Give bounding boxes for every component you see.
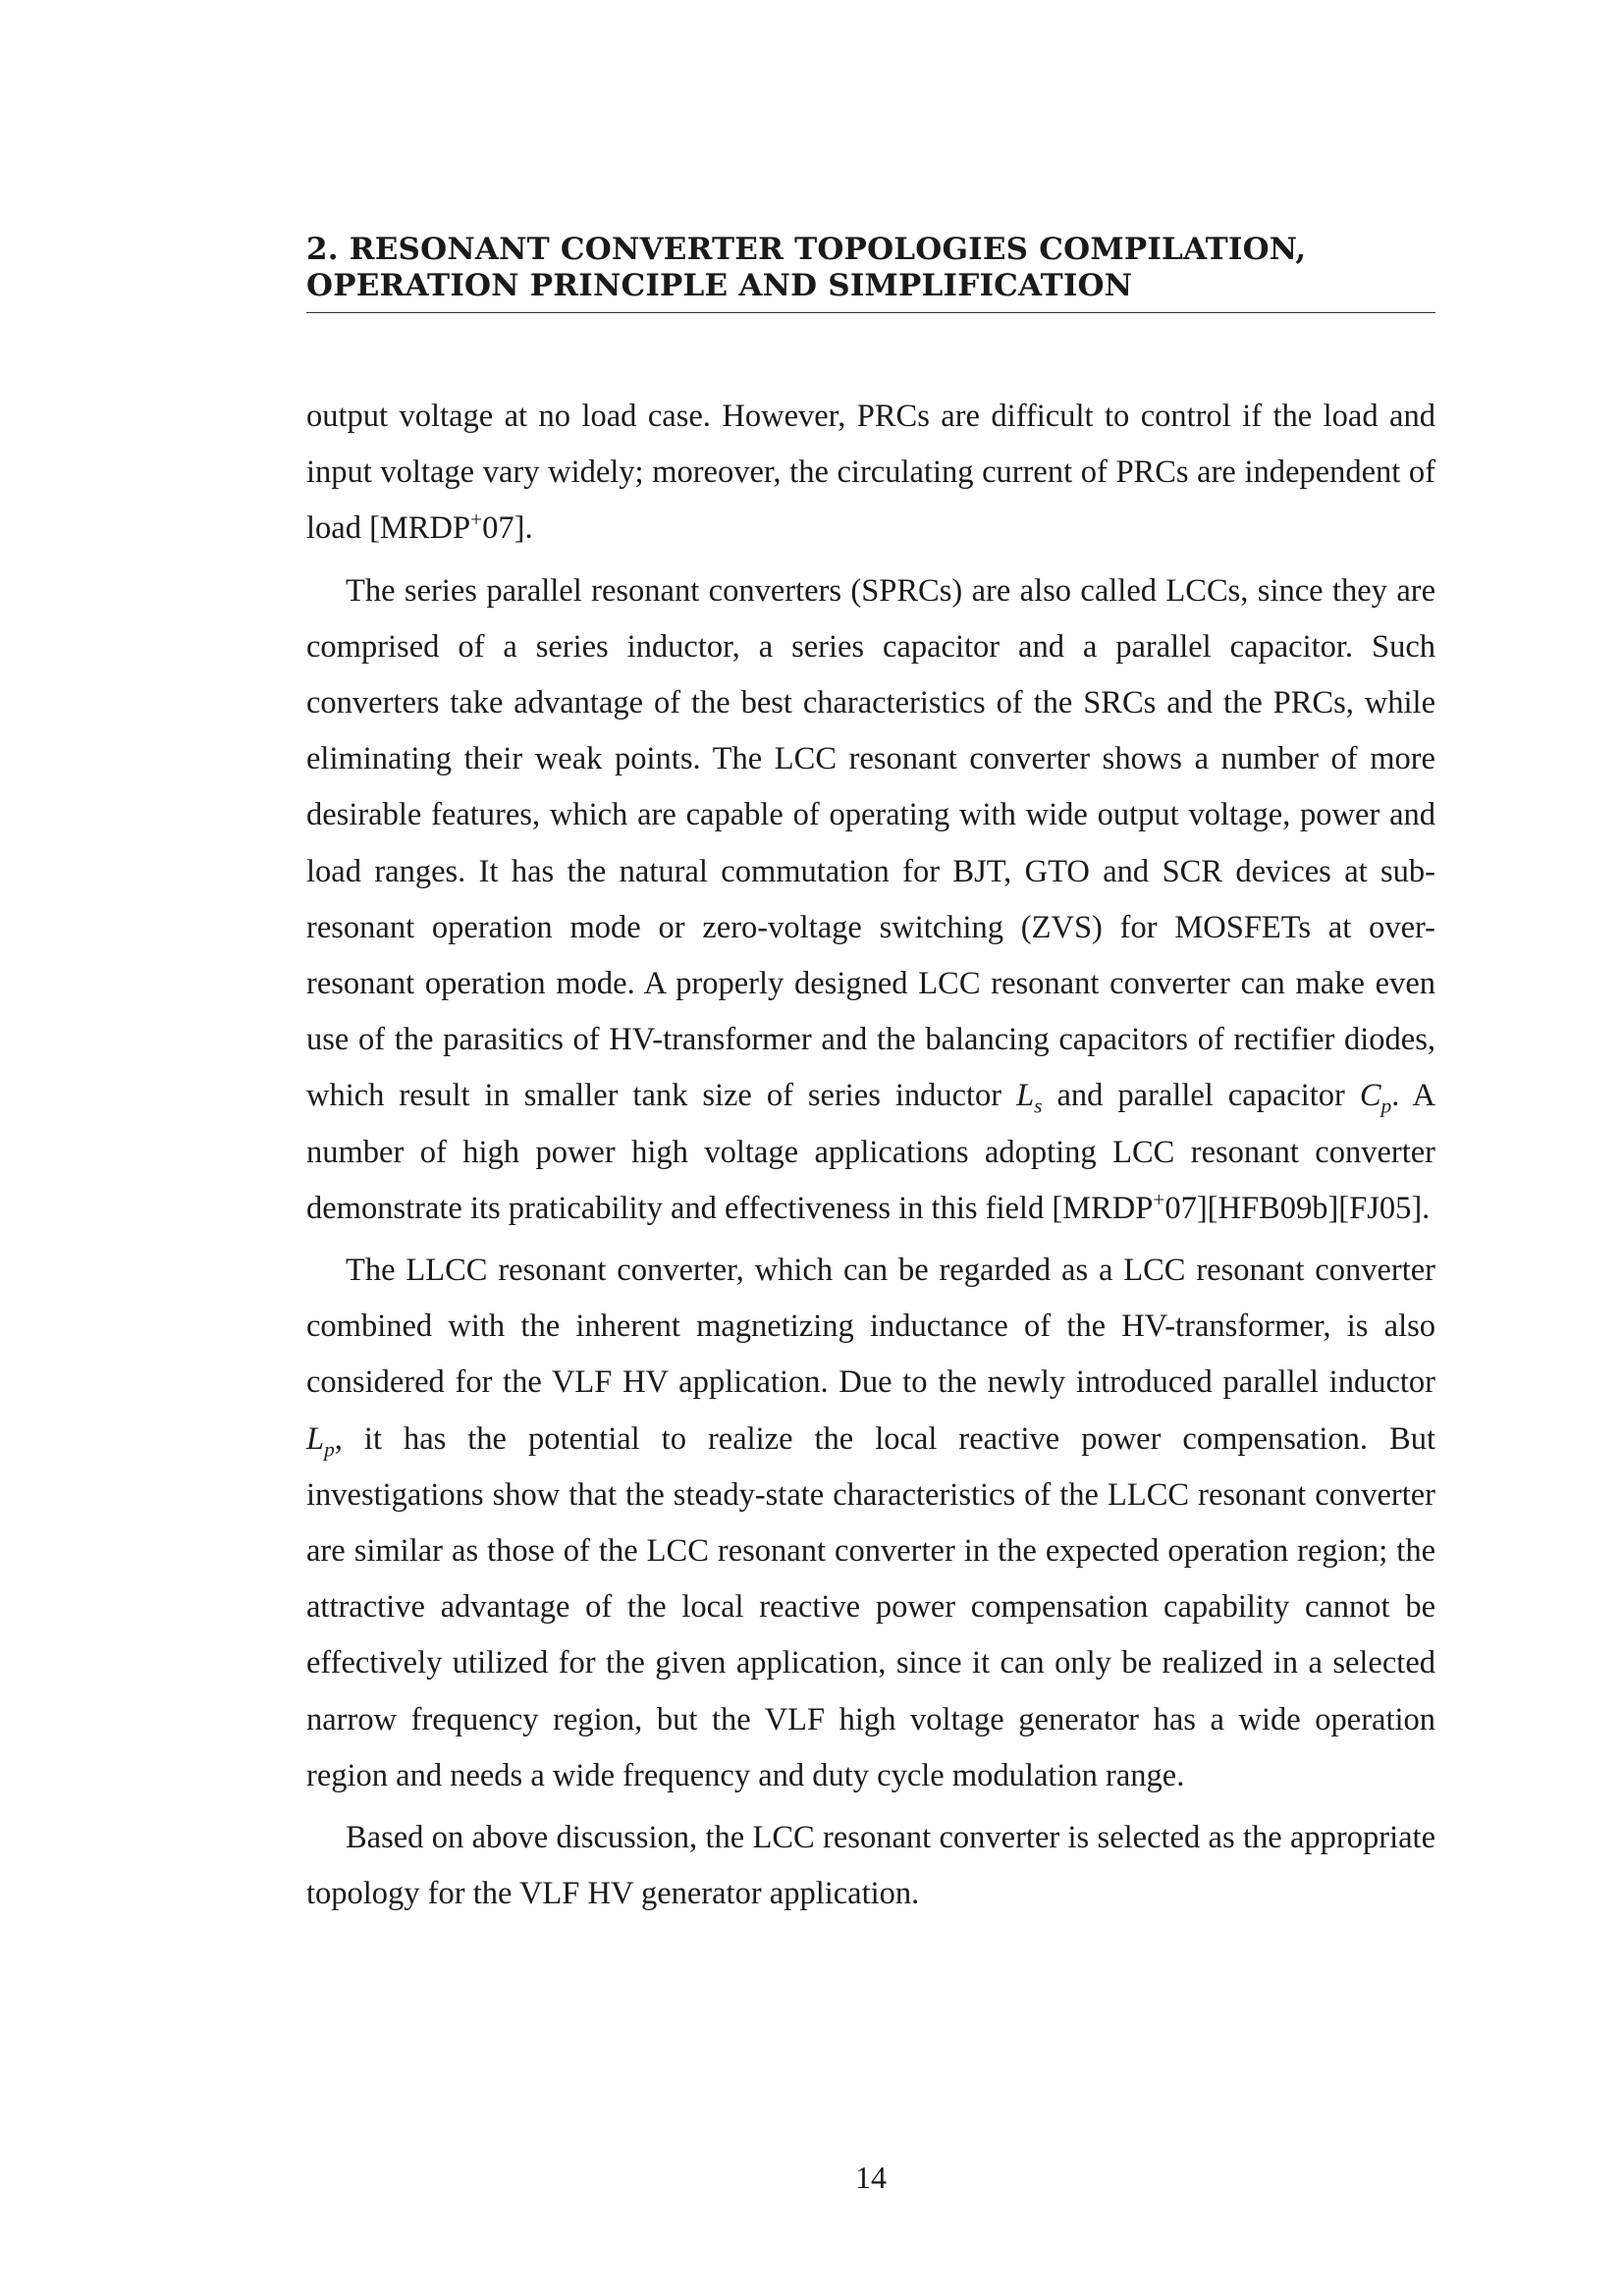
running-head: [306, 232, 1435, 304]
citation-superscript: +: [470, 507, 483, 532]
math-ls: $L_s$: [1016, 1078, 1043, 1118]
page-number: 14: [855, 2160, 887, 2195]
paragraph-2: The series parallel resonant converters (SPRCs) are also called LCCs, since they are comprised of a series inductor, a series capacitor and a parallel capacitor. Such converters take advantage of the best characteristics of the SRCs and the PRCs, while eliminating their weak points. The LCC resonant converter shows a number of more desirable features, which are capable of operating with wide output voltage, power and load ranges. It has the natural commutation for BJT, GTO and SCR devices at sub-resonant operation mode or zero-voltage switching (ZVS) for MOSFETs at over-resonant operation mode. A properly designed LCC resonant converter can make even use of the parasitics of HV-transformer and the balancing capacitors of rectifier diodes, which result in smaller tank size of series inductor $L_s$ and parallel capacitor $C_p$. A number of high power high voltage applications adopting LCC resonant converter demonstrate its praticability and effectiveness in this field [MRDP+07][HFB09b][FJ05].: [306, 572, 1435, 1226]
paragraph-3: The LLCC resonant converter, which can be regarded as a LCC resonant converter combined with the inherent magnetizing inductance of the HV-transformer, is also considered for the VLF HV application. Due to the newly introduced parallel inductor $L_p$, it has the potential to realize the local reactive power compensation. But investigations show that the steady-state characteristics of the LLCC resonant converter are similar as those of the LCC resonant converter in the expected operation region; the attractive advantage of the local reactive power compensation capability cannot be effectively utilized for the given application, since it can only be realized in a selected narrow frequency region, but the VLF high voltage generator has a wide operation region and needs a wide frequency and duty cycle modulation range.: [306, 1253, 1435, 1793]
citation-superscript: +: [1153, 1188, 1165, 1212]
running-head-line-2: OPERATION PRINCIPLE AND SIMPLIFICATION: [306, 268, 1133, 303]
paragraph-4: Based on above discussion, the LCC resonant converter is selected as the appropriate topology for the VLF HV generator application.: [306, 1820, 1435, 1912]
header-rule: [306, 312, 1435, 313]
math-lp: $L_p$: [306, 1420, 335, 1462]
paragraph-1: output voltage at no load case. However, PRCs are difficult to control if the load and input voltage vary widely; moreover, the circulating current of PRCs are independent of load [MRDP+07].: [306, 399, 1435, 547]
math-cp: $C_p$: [1359, 1078, 1392, 1118]
running-head-line-1: 2. RESONANT CONVERTER TOPOLOGIES COMPILATION,: [306, 232, 1307, 267]
body-text: [306, 389, 1435, 1928]
